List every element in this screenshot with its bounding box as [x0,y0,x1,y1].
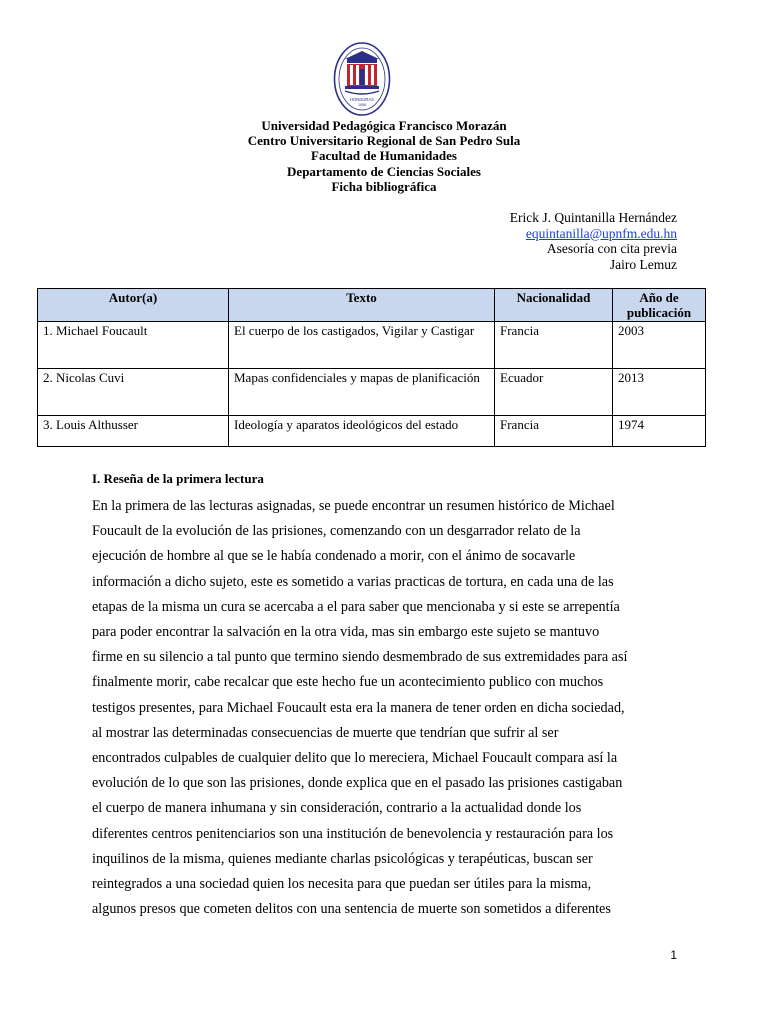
paragraph-line: información a dicho sujeto, este es sometido a varias practicas de tortura, en cada una de las [92,573,614,590]
author-name: Erick J. Quintanilla Hernández [509,210,677,225]
cell-text: Mapas confidenciales y mapas de planificación [229,369,495,416]
table-row [38,416,706,447]
university-seal-logo [333,41,391,117]
cell-author: 2. Nicolas Cuvi [38,369,229,416]
paragraph-line: el cuerpo de manera inhumana y sin consideración, contrario a la actualidad donde los [92,800,582,817]
paragraph-line: inquilinos de la misma, quienes mediante charlas psicológicas y terapéuticas, buscan ser [92,850,593,867]
column-header-author: Autor(a) [38,289,229,322]
author-email-link[interactable]: equintanilla@upnfm.edu.hn [525,225,677,241]
paragraph-line: ejecución de hombre al que se le había condenado a morir, con el ánimo de socavarle [92,548,576,565]
cell-year: 2003 [613,322,706,369]
institution-header [0,118,768,194]
header-line-center: Centro Universitario Regional de San Pedro Sula [247,133,521,149]
header-line-university: Universidad Pedagógica Francisco Morazán [261,118,507,133]
paragraph-line: algunos presos que cometen delitos con una sentencia de muerte son sometidos a diferentes [92,901,611,918]
paragraph-line: para poder encontrar la salvación en la otra vida, mas sin embargo este sujeto se mantuvo [92,624,600,641]
cell-nationality: Francia [495,322,613,369]
cell-nationality: Francia [495,416,613,447]
cell-author: 1. Michael Foucault [38,322,229,369]
cell-author: 3. Louis Althusser [38,416,229,447]
paragraph-line: evolución de lo que son las prisiones, donde explica que en el pasado las prisiones castigaban [92,775,623,792]
table-row [38,322,706,369]
author-note: Asesoría con cita previa [546,241,677,256]
paragraph-line: Foucault de la evolución de las prisiones, comenzando con un desgarrador relato de la [92,523,581,540]
cell-text: Ideología y aparatos ideológicos del estado [229,416,495,447]
cell-year: 1974 [613,416,706,447]
header-line-department: Departamento de Ciencias Sociales [287,163,481,179]
paragraph-line: En la primera de las lecturas asignadas, se puede encontrar un resumen histórico de Michael [92,498,615,514]
paragraph-line: reintegrados a una sociedad quien los necesita para que puedan ser útiles para la misma, [92,876,592,893]
column-header-text: Texto [229,289,495,322]
advisor-name: Jairo Lemuz [609,256,677,272]
paragraph-line: firme en su silencio a tal punto que termino siendo desmembrado de sus extremidades para así [92,649,628,666]
paragraph-line: etapas de la misma un cura se acercaba a el para saber que mencionaba y si este se arrepentía [92,598,620,615]
paragraph-line: testigos presentes, para Michael Foucault esta era la manera de tener orden en dicha sociedad, [92,699,625,716]
cell-year: 2013 [613,369,706,416]
paragraph-line: encontrados culpables de cualquier delito que lo mereciera, Michael Foucault compara así la [92,750,618,767]
author-block [510,210,677,272]
seal-year-text: 1956 [358,103,366,107]
column-header-nationality: Nacionalidad [495,289,613,322]
header-line-document-type: Ficha bibliográfica [331,178,437,194]
column-header-year: Año de publicación [613,289,706,322]
cell-nationality: Ecuador [495,369,613,416]
section-heading: I. Reseña de la primera lectura [92,471,264,486]
seal-country-text: HONDURAS [350,97,374,102]
table-header-row [38,289,706,322]
review-paragraph [92,494,682,922]
paragraph-line: finalmente morir, cabe recalcar que este hecho fue un acontecimiento publico con muchos [92,674,604,691]
paragraph-line: diferentes centros penitenciarios son una institución de benevolencia y restauración para los [92,825,614,842]
page-number: 1 [670,948,677,962]
bibliography-table [37,288,706,447]
cell-text: El cuerpo de los castigados, Vigilar y Castigar [229,322,495,369]
paragraph-line: al mostrar las determinadas consecuencias de muerte que tendrían que sufrir al ser [92,724,559,741]
header-line-faculty: Facultad de Humanidades [311,148,457,164]
table-row [38,369,706,416]
